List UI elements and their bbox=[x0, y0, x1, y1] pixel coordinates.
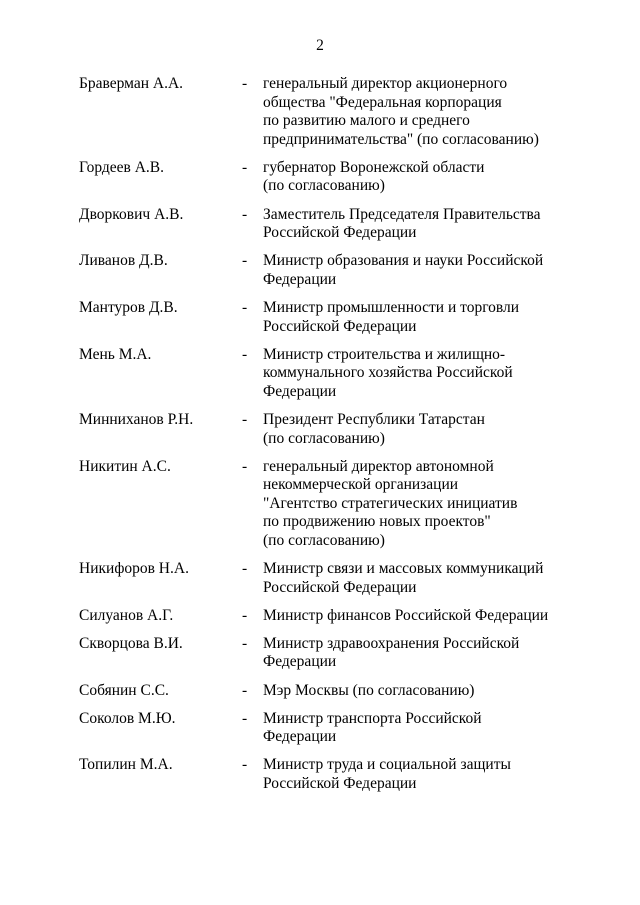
page-number: 2 bbox=[316, 37, 324, 54]
member-dash: - bbox=[242, 560, 248, 578]
member-dash: - bbox=[242, 75, 248, 92]
member-position-line: некоммерческой организации bbox=[263, 476, 459, 494]
member-position-line: Министр здравоохранения Российской bbox=[263, 634, 520, 652]
member-position-line: (по согласованию) bbox=[263, 429, 385, 447]
member-position bbox=[263, 635, 563, 672]
member-position-line: по развитию малого и среднего bbox=[263, 112, 470, 130]
member-name: Никитин А.С. bbox=[79, 457, 171, 475]
member-position-line: Российской Федерации bbox=[263, 224, 417, 242]
member-name: Мантуров Д.В. bbox=[79, 298, 178, 316]
member-position bbox=[263, 458, 563, 551]
member-position bbox=[263, 411, 563, 448]
member-position-line: (по согласованию) bbox=[263, 177, 385, 195]
member-row bbox=[0, 299, 640, 336]
member-position-line: Российской Федерации bbox=[263, 578, 417, 596]
member-dash: - bbox=[242, 205, 248, 223]
member-row bbox=[0, 560, 640, 597]
member-row bbox=[0, 75, 640, 149]
member-dash: - bbox=[242, 709, 248, 727]
member-row bbox=[0, 607, 640, 626]
member-name: Силуанов А.Г. bbox=[79, 606, 174, 624]
member-position-line: коммунального хозяйства Российской bbox=[263, 364, 513, 382]
member-position bbox=[263, 710, 563, 747]
member-position-line: Министр строительства и жилищно- bbox=[263, 345, 506, 363]
member-position bbox=[263, 75, 563, 149]
member-dash: - bbox=[242, 606, 248, 624]
member-position-line: Министр труда и социальной защиты bbox=[263, 756, 511, 774]
member-dash: - bbox=[242, 410, 248, 428]
member-dash: - bbox=[242, 158, 248, 176]
member-dash: - bbox=[242, 634, 248, 652]
member-dash: - bbox=[242, 457, 248, 475]
member-position-line: Министр промышленности и торговли bbox=[263, 298, 520, 316]
member-row bbox=[0, 756, 640, 793]
member-position-line: Федерации bbox=[263, 653, 337, 671]
member-position-line: Федерации bbox=[263, 728, 337, 746]
member-dash: - bbox=[242, 298, 248, 316]
member-position-line: Министр связи и массовых коммуникаций bbox=[263, 560, 544, 578]
member-row bbox=[0, 710, 640, 747]
member-position-line: Министр финансов Российской Федерации bbox=[263, 606, 549, 624]
member-position-line: Федерации bbox=[263, 270, 337, 288]
member-position bbox=[263, 299, 563, 336]
member-name: Скворцова В.И. bbox=[79, 634, 183, 652]
member-name: Никифоров Н.А. bbox=[79, 560, 189, 578]
member-position-line: общества "Федеральная корпорация bbox=[263, 93, 502, 111]
member-name: Собянин С.С. bbox=[79, 681, 169, 699]
member-dash: - bbox=[242, 252, 248, 270]
member-row bbox=[0, 159, 640, 196]
member-position-line: предпринимательства" (по согласованию) bbox=[263, 130, 539, 148]
member-name: Соколов М.Ю. bbox=[79, 709, 176, 727]
member-position-line: по продвижению новых проектов" bbox=[263, 513, 491, 531]
member-position-line: (по согласованию) bbox=[263, 531, 385, 549]
member-position-line: Федерации bbox=[263, 382, 337, 400]
member-position bbox=[263, 682, 563, 701]
member-position bbox=[263, 560, 563, 597]
member-position-line: Мэр Москвы (по согласованию) bbox=[263, 681, 475, 699]
member-position-line: Российской Федерации bbox=[263, 774, 417, 792]
member-position-line: Министр образования и науки Российской bbox=[263, 252, 544, 270]
member-name: Минниханов Р.Н. bbox=[79, 410, 194, 428]
member-dash: - bbox=[242, 345, 248, 363]
member-name: Браверман А.А. bbox=[79, 75, 184, 92]
member-position-line: генеральный директор автономной bbox=[263, 457, 494, 475]
member-name: Топилин М.А. bbox=[79, 756, 173, 774]
member-name: Мень М.А. bbox=[79, 345, 152, 363]
member-position-line: Заместитель Председателя Правительства bbox=[263, 205, 541, 223]
member-dash: - bbox=[242, 681, 248, 699]
member-row bbox=[0, 635, 640, 672]
member-row bbox=[0, 346, 640, 402]
member-position bbox=[263, 756, 563, 793]
member-position-line: "Агентство стратегических инициатив bbox=[263, 494, 518, 512]
member-position-line: Президент Республики Татарстан bbox=[263, 410, 485, 428]
member-position bbox=[263, 159, 563, 196]
member-row bbox=[0, 682, 640, 701]
member-position bbox=[263, 252, 563, 289]
member-dash: - bbox=[242, 756, 248, 774]
member-name: Дворкович А.В. bbox=[79, 205, 184, 223]
member-position bbox=[263, 206, 563, 243]
member-row bbox=[0, 252, 640, 289]
member-row bbox=[0, 458, 640, 551]
member-name: Ливанов Д.В. bbox=[79, 252, 168, 270]
member-position-line: Министр транспорта Российской bbox=[263, 709, 482, 727]
member-position bbox=[263, 607, 563, 626]
member-name: Гордеев А.В. bbox=[79, 158, 165, 176]
member-position bbox=[263, 346, 563, 402]
member-row bbox=[0, 411, 640, 448]
member-position-line: генеральный директор акционерного bbox=[263, 75, 508, 92]
member-position-line: губернатор Воронежской области bbox=[263, 158, 485, 176]
member-row bbox=[0, 206, 640, 243]
member-position-line: Российской Федерации bbox=[263, 317, 417, 335]
member-list bbox=[0, 75, 640, 803]
